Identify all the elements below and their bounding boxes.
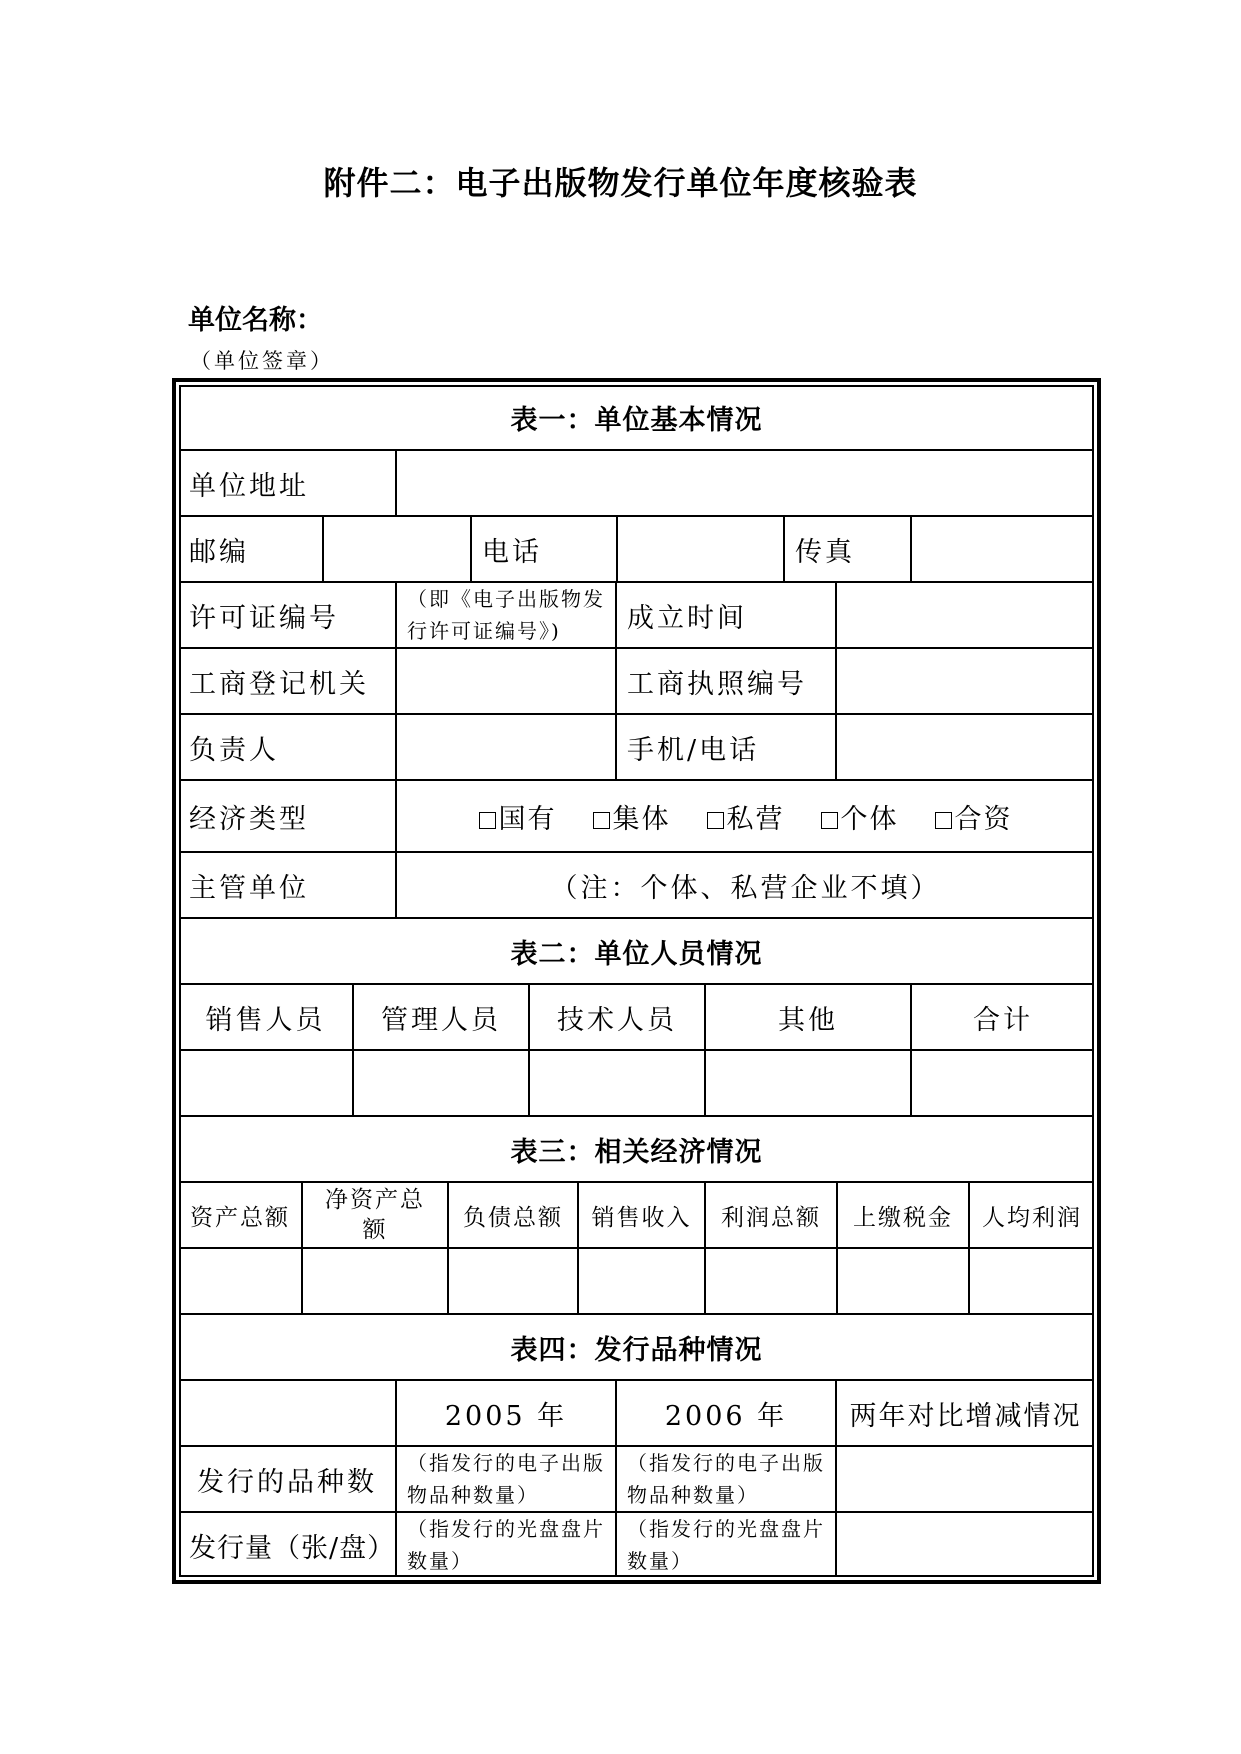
table4-volume-row (179, 1511, 1094, 1577)
table3-per-capita-input[interactable] (968, 1249, 1094, 1313)
table2-col-management: 管理人员 (352, 985, 528, 1049)
table3-col-profit: 利润总额 (704, 1183, 836, 1247)
address-label: 单位地址 (189, 470, 309, 502)
varieties-2005-hint[interactable]: （指发行的电子出版物品种数量） (395, 1447, 615, 1511)
table2-col-other: 其他 (704, 985, 910, 1049)
mobile-input[interactable] (835, 715, 1094, 779)
table3-liabilities-input[interactable] (447, 1249, 577, 1313)
varieties-compare-input[interactable] (835, 1447, 1094, 1511)
table3-heading-row (179, 1115, 1094, 1181)
postcode-label: 邮编 (189, 536, 249, 568)
business-license-input[interactable] (835, 649, 1094, 713)
table2-management-input[interactable] (352, 1051, 528, 1115)
checkbox-icon[interactable] (935, 812, 952, 829)
registry-row (179, 647, 1094, 713)
econ-option-state[interactable]: 国有 (479, 797, 557, 836)
business-license-label: 工商执照编号 (615, 649, 835, 713)
license-label: 许可证编号 (189, 602, 339, 634)
table4-corner-cell (179, 1381, 395, 1445)
table2-col-sales: 销售人员 (205, 1004, 326, 1036)
table2-col-technical: 技术人员 (528, 985, 704, 1049)
unit-name-label: 单位名称： (188, 305, 323, 336)
table3-col-net-assets: 净资产总额 (301, 1183, 447, 1247)
table4-header-row (179, 1379, 1094, 1445)
table3-col-assets: 资产总额 (190, 1204, 290, 1231)
fax-label: 传真 (783, 517, 910, 581)
checkbox-icon[interactable] (593, 812, 610, 829)
registry-input[interactable] (395, 649, 615, 713)
table4-compare: 两年对比增减情况 (835, 1381, 1094, 1445)
table2-technical-input[interactable] (528, 1051, 704, 1115)
table2-heading-row (179, 917, 1094, 983)
econ-option-private[interactable]: 私营 (707, 797, 785, 836)
registry-label: 工商登记机关 (189, 668, 369, 700)
table2-total-input[interactable] (910, 1051, 1094, 1115)
econ-option-individual[interactable]: 个体 (821, 797, 899, 836)
table2-sales-input[interactable] (179, 1051, 352, 1115)
volume-2005-hint[interactable]: （指发行的光盘盘片数量） (395, 1513, 615, 1577)
table2-heading: 表二：单位人员情况 (510, 938, 763, 970)
founded-input[interactable] (835, 583, 1094, 647)
volume-2006-hint[interactable]: （指发行的光盘盘片数量） (615, 1513, 835, 1577)
supervisor-note[interactable]: （注：个体、私营企业不填） (395, 853, 1094, 917)
table3-profit-input[interactable] (704, 1249, 836, 1313)
table3-assets-input[interactable] (179, 1249, 301, 1313)
checkbox-icon[interactable] (707, 812, 724, 829)
volume-label: 发行量（张/盘） (189, 1532, 396, 1564)
person-input[interactable] (395, 715, 615, 779)
table1-heading: 表一：单位基本情况 (510, 404, 763, 436)
founded-label: 成立时间 (615, 583, 835, 647)
seal-label: （单位签章） (190, 349, 334, 373)
checkbox-icon[interactable] (479, 812, 496, 829)
table2-col-total: 合计 (910, 985, 1094, 1049)
table4-heading: 表四：发行品种情况 (510, 1334, 763, 1366)
table2-data-row (179, 1049, 1094, 1115)
fax-input[interactable] (910, 517, 1094, 581)
table2-other-input[interactable] (704, 1051, 910, 1115)
varieties-label: 发行的品种数 (197, 1466, 377, 1498)
varieties-2006-hint[interactable]: （指发行的电子出版物品种数量） (615, 1447, 835, 1511)
table3-data-row (179, 1247, 1094, 1313)
table4-year1: 2005 年 (395, 1381, 615, 1445)
table3-sales-income-input[interactable] (577, 1249, 704, 1313)
table4-varieties-row (179, 1445, 1094, 1511)
table3-header-row (179, 1181, 1094, 1247)
address-row (179, 449, 1094, 515)
license-hint[interactable]: （即《电子出版物发行许可证编号》) (395, 583, 615, 647)
table3-col-sales-income: 销售收入 (577, 1183, 704, 1247)
table3-heading: 表三：相关经济情况 (510, 1136, 763, 1168)
table3-col-per-capita: 人均利润 (968, 1183, 1094, 1247)
volume-compare-input[interactable] (835, 1513, 1094, 1577)
person-label: 负责人 (189, 734, 279, 766)
address-input[interactable] (395, 451, 1094, 515)
econ-type-label: 经济类型 (189, 803, 309, 835)
econ-option-joint[interactable]: 合资 (935, 797, 1013, 836)
table3-net-assets-input[interactable] (301, 1249, 447, 1313)
postcode-input[interactable] (322, 517, 470, 581)
mobile-label: 手机/电话 (615, 715, 835, 779)
person-row (179, 713, 1094, 779)
table1-heading-row (179, 385, 1094, 449)
table3-col-liabilities: 负债总额 (447, 1183, 577, 1247)
supervisor-row (179, 851, 1094, 917)
table3-tax-input[interactable] (836, 1249, 968, 1313)
contact-row (179, 515, 1094, 581)
table3-col-tax: 上缴税金 (836, 1183, 968, 1247)
table2-header-row (179, 983, 1094, 1049)
supervisor-label: 主管单位 (189, 872, 309, 904)
econ-type-options (395, 781, 1094, 851)
license-row (179, 581, 1094, 647)
table4-year2: 2006 年 (615, 1381, 835, 1445)
checkbox-icon[interactable] (821, 812, 838, 829)
table4-heading-row (179, 1313, 1094, 1379)
page-title: 附件二：电子出版物发行单位年度核验表 (323, 164, 918, 202)
econ-option-collective[interactable]: 集体 (593, 797, 671, 836)
phone-label: 电话 (470, 517, 616, 581)
econ-type-row (179, 779, 1094, 851)
phone-input[interactable] (616, 517, 783, 581)
